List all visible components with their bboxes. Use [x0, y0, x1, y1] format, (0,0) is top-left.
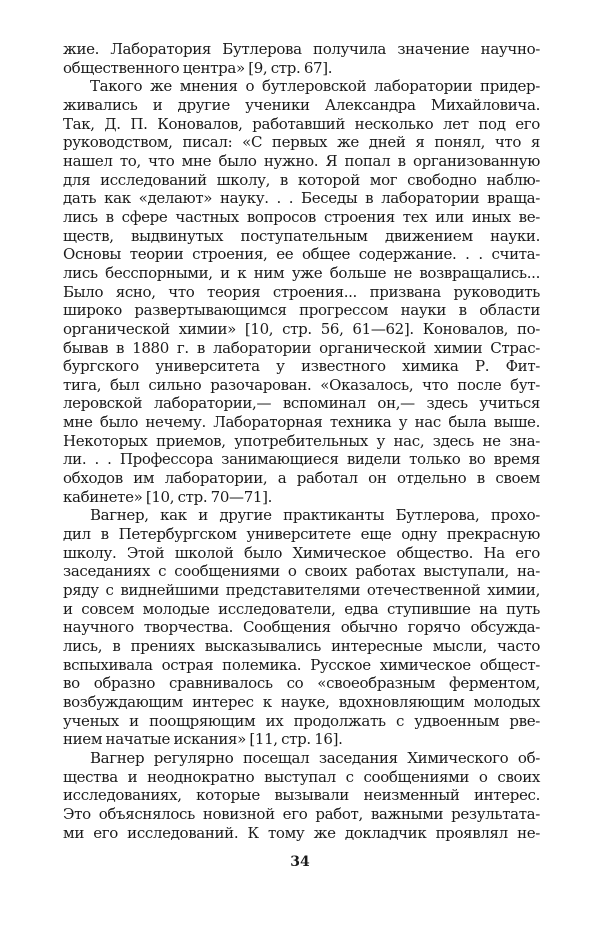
- text-line: исследованиях, которые вызывали неизменный интерес.: [63, 786, 540, 805]
- text-line: ученых и поощряющим их продолжать с удвоенным рве-: [63, 711, 540, 730]
- text-line: руководством, писал: «С первых же дней я понял, что я: [63, 133, 540, 152]
- text-line: тига, был сильно разочарован. «Оказалось, что после бут-: [63, 375, 540, 394]
- text-line: ществ, выдвинутых поступательным движением науки.: [63, 226, 540, 245]
- text-line: ми его исследований. К тому же докладчик проявлял не-: [63, 823, 540, 842]
- paragraph: [63, 506, 540, 749]
- text-line: Основы теории строения, ее общее содержание. . . счита-: [63, 245, 540, 264]
- text-line: возбуждающим интерес к науке, вдохновляющим молодых: [63, 692, 540, 711]
- page-number: 34: [290, 854, 310, 870]
- text-line: научного творчества. Сообщения обычно горячо обсужда-: [63, 618, 540, 637]
- text-line: общественного центра» [9, стр. 67].: [63, 58, 333, 77]
- text-line: Так, Д. П. Коновалов, работавший несколько лет под его: [63, 114, 540, 133]
- text-line: обходов им лаборатории, а работал он отдельно в своем: [63, 469, 540, 488]
- book-page-text: [63, 40, 540, 842]
- text-line: кабинете» [10, стр. 70—71].: [63, 487, 272, 506]
- text-line: нием начатые искания» [11, стр. 16].: [63, 730, 343, 749]
- text-line: мне было нечему. Лабораторная техника у нас была выше.: [63, 413, 540, 432]
- text-line: Такого же мнения о бутлеровской лаборатории придер-: [90, 77, 540, 96]
- text-line: жие. Лаборатория Бутлерова получила значение научно-: [63, 40, 540, 58]
- text-line: для исследований школу, в которой мог свободно наблю-: [63, 170, 540, 189]
- text-line: лись в сфере частных вопросов строения тех или иных ве-: [63, 207, 540, 226]
- paragraph: [63, 40, 540, 77]
- text-line: Некоторых приемов, употребительных у нас, здесь не зна-: [63, 431, 540, 450]
- text-line: Вагнер, как и другие практиканты Бутлерова, прохо-: [90, 506, 540, 525]
- text-line: Это объяснялось новизной его работ, важными результата-: [63, 804, 540, 823]
- text-line: лись, в прениях высказывались интересные мысли, часто: [63, 637, 540, 655]
- text-line: ли. . . Профессора занимающиеся видели только во время: [63, 450, 540, 469]
- text-line: заседаниях с сообщениями о своих работах выступали, на-: [63, 562, 540, 581]
- text-line: Вагнер регулярно посещал заседания Химического об-: [90, 748, 540, 767]
- text-line: школу. Этой школой было Химическое общество. На его: [63, 543, 540, 562]
- text-line: вспыхивала острая полемика. Русское химическое общест-: [63, 655, 540, 674]
- text-line: дать как «делают» науку. . . Беседы в лаборатории враща-: [63, 189, 540, 208]
- text-line: живались и другие ученики Александра Михайловича.: [63, 95, 540, 114]
- text-line: нашел то, что мне было нужно. Я попал в организованную: [63, 151, 540, 170]
- paragraph: [63, 749, 540, 842]
- text-line: широко развертывающимся прогрессом науки в области: [63, 301, 540, 320]
- text-line: Было ясно, что теория строения... призвана руководить: [63, 282, 540, 301]
- text-line: дил в Петербургском университете еще одну прекрасную: [63, 525, 540, 544]
- text-line: лись бесспорными, и к ним уже больше не возвращались...: [63, 263, 540, 282]
- text-line: бургского университета у известного химика Р. Фит-: [63, 357, 540, 376]
- text-line: бывав в 1880 г. в лаборатории органической химии Страс-: [63, 338, 540, 357]
- text-line: и совсем молодые исследователи, едва ступившие на путь: [63, 599, 540, 618]
- text-line: органической химии» [10, стр. 56, 61—62]. Коновалов, по-: [63, 319, 540, 338]
- text-line: во образно сравнивалось со «своеобразным ферментом,: [63, 674, 540, 693]
- text-line: ряду с виднейшими представителями отечественной химии,: [63, 581, 540, 600]
- paragraph: [63, 77, 540, 506]
- text-line: леровской лаборатории,— вспоминал он,— здесь учиться: [63, 394, 540, 413]
- text-line: щества и неоднократно выступал с сообщениями о своих: [63, 767, 540, 786]
